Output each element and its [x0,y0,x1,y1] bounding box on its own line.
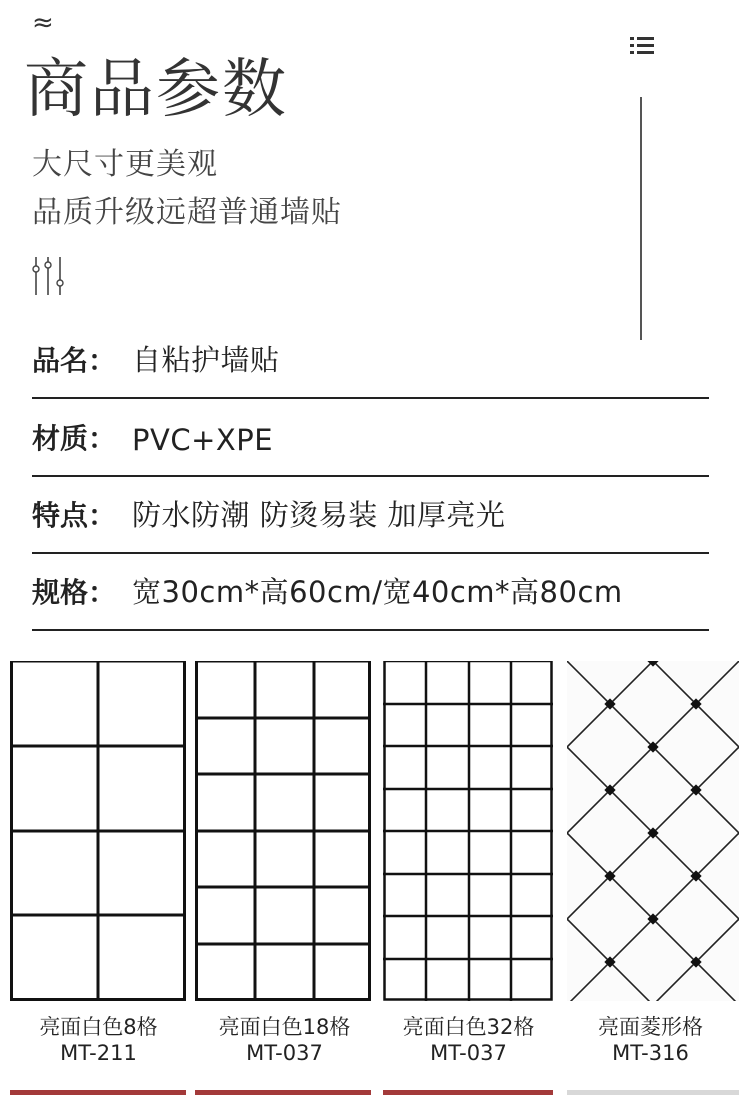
spec-row-name [32,321,709,399]
spec-key: 规格： [32,576,117,609]
spec-key: 材质： [32,422,117,455]
product-caption-3 [376,1014,561,1066]
swatch-grid-8[interactable] [10,661,186,1001]
wave-icon: ≈ [32,8,54,38]
product-caption-2 [192,1014,377,1066]
product-name: 亮面白色18格 [218,1015,351,1039]
next-section-strip [195,1090,371,1095]
page-title: 商品参数 [24,53,288,127]
spec-key: 特点： [32,499,117,532]
spec-value: 防水防潮 防烫易装 加厚亮光 [132,498,506,532]
decorative-vertical-line [640,97,642,340]
subtitle-line-2: 品质升级远超普通墙贴 [32,195,342,230]
spec-row-material [32,399,709,477]
product-name: 亮面白色32格 [402,1015,535,1039]
spec-value: PVC+XPE [132,423,274,457]
spec-row-features [32,476,709,554]
swatch-grid-18[interactable] [195,661,371,1001]
product-name: 亮面菱形格 [598,1015,703,1039]
product-code: MT-211 [60,1041,137,1065]
spec-value: 宽30cm*高60cm/宽40cm*高80cm [132,575,623,609]
swatch-grid-32[interactable] [383,661,553,1001]
product-code: MT-037 [430,1041,507,1065]
next-section-strip [567,1090,739,1095]
swatch-diamond[interactable] [567,661,739,1001]
next-section-strip [383,1090,553,1095]
product-caption-4 [558,1014,743,1066]
spec-row-size [32,553,709,631]
spec-value: 自粘护墙贴 [132,343,280,377]
product-code: MT-037 [246,1041,323,1065]
subtitle-line-1: 大尺寸更美观 [32,147,218,182]
sliders-icon [32,255,66,297]
product-caption-1 [6,1014,191,1066]
product-code: MT-316 [612,1041,689,1065]
menu-list-icon[interactable] [630,36,656,56]
next-section-strip [10,1090,186,1095]
product-name: 亮面白色8格 [39,1015,158,1039]
spec-key: 品名： [32,344,117,377]
